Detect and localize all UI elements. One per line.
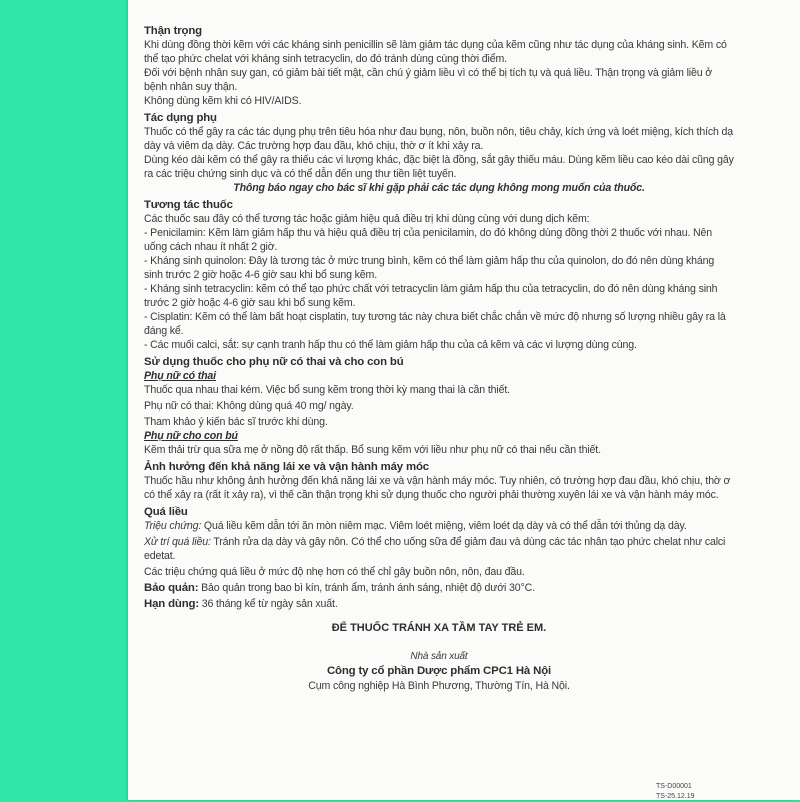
interaction-item: - Kháng sinh tetracyclin: kẽm có thể tạo phức chất với tetracyclin làm giảm hấp thu của tetracyclin, do đó nên dùng kháng sinh trước 2 giờ hoặc 4-6 giờ sau khi bổ sung kẽm.	[144, 283, 718, 309]
side-effects-notice: Thông báo ngay cho bác sĩ khi gặp phải các tác dụng không mong muốn của thuốc.	[233, 182, 645, 194]
interaction-item: - Penicilamin: Kẽm làm giảm hấp thu và hiệu quả điều trị của penicilamin, do đó không dùng đồng thời 2 thuốc với nhau. Nên uống cách nhau ít nhất 2 giờ.	[144, 227, 713, 253]
storage-line	[144, 581, 734, 595]
pregnancy-heading: Sử dụng thuốc cho phụ nữ có thai và cho con bú	[144, 356, 404, 368]
pregnant-subheading: Phụ nữ có thai	[144, 370, 216, 382]
expiry-text: 36 tháng kể từ ngày sản xuất.	[198, 598, 338, 610]
interactions-heading: Tương tác thuốc	[144, 199, 233, 211]
driving-heading: Ảnh hưởng đến khả năng lái xe và vận hành máy móc	[144, 461, 429, 473]
document-code	[656, 782, 695, 802]
overdose-heading: Quá liều	[144, 506, 188, 518]
interaction-item: - Kháng sinh quinolon: Đây là tương tác ở mức trung bình, kẽm có thể làm giảm hấp thu của quinolon, do đó nên dùng kháng sinh trước 2 giờ hoặc 4-6 giờ sau khi bổ sung kẽm.	[144, 255, 715, 281]
overdose-symptoms-label: Triệu chứng:	[144, 520, 202, 532]
expiry-line	[144, 597, 734, 611]
pregnant-paragraph: Phụ nữ có thai: Không dùng quá 40 mg/ ngày.	[144, 400, 354, 412]
pregnant-paragraph: Thuốc qua nhau thai kém. Việc bổ sung kẽm trong thời kỳ mang thai là cần thiết.	[144, 384, 510, 396]
leaflet-page	[128, 0, 800, 800]
child-warning: ĐỂ THUỐC TRÁNH XA TẦM TAY TRẺ EM.	[331, 622, 547, 634]
side-effects-paragraph: Dùng kéo dài kẽm có thể gây ra thiếu các vi lượng khác, đặc biệt là đồng, sắt gây thiếu máu. Dùng kẽm liều cao kéo dài cũng gây ra các triệu chứng sinh dục và có thể dẫn đến ung thư tiền liệt tuyến.	[144, 154, 734, 180]
driving-paragraph: Thuốc hầu như không ảnh hưởng đến khả năng lái xe và vận hành máy móc. Tuy nhiên, có trường hợp đau đầu, khó chịu, thờ ơ có thể xảy ra (rất ít xảy ra), vì thế cần thận trọng khi sử dụng thuốc cho người phải thường xuyên lái xe và vận hành máy móc.	[144, 475, 731, 501]
manufacturer-address: Cụm công nghiệp Hà Bình Phương, Thường Tín, Hà Nội.	[308, 680, 570, 692]
storage-label: Bảo quản:	[144, 582, 199, 594]
overdose-extra: Các triệu chứng quá liều ở mức độ nhẹ hơn có thể chỉ gây buồn nôn, nôn, đau đầu.	[144, 566, 525, 578]
interaction-item: - Cisplatin: Kẽm có thể làm bất hoạt cisplatin, tuy tương tác này chưa biết chắc chắn về mức độ nhưng số lượng nhiều gây ra là đáng kể.	[144, 311, 726, 337]
nursing-paragraph: Kẽm thải trừ qua sữa mẹ ở nồng độ rất thấp. Bổ sung kẽm với liều như phụ nữ có thai nếu cần thiết.	[144, 444, 601, 456]
manufacturer-name: Công ty cổ phần Dược phẩm CPC1 Hà Nội	[326, 665, 552, 677]
expiry-label: Hạn dùng:	[144, 598, 199, 610]
caution-paragraph: Khi dùng đồng thời kẽm với các kháng sinh penicillin sẽ làm giảm tác dụng của kẽm cũng như tác dụng của kháng sinh. Kẽm có thể tạo phức chelat với kháng sinh tetracyclin, do đó tránh dùng cùng thời điểm.	[144, 39, 727, 65]
interactions-intro: Các thuốc sau đây có thể tương tác hoặc giảm hiệu quả điều trị khi dùng cùng với dung dịch kẽm:	[144, 213, 590, 225]
storage-text: Bảo quản trong bao bì kín, tránh ẩm, tránh ánh sáng, nhiệt độ dưới 30°C.	[198, 582, 535, 594]
overdose-treatment-text: Tránh rửa dạ dày và gây nôn. Có thể cho uống sữa để giảm đau và dùng các tác nhân tạo phức chelat như calci edetat.	[144, 536, 726, 562]
nursing-subheading: Phụ nữ cho con bú	[144, 430, 238, 442]
side-effects-paragraph: Thuốc có thể gây ra các tác dụng phụ trên tiêu hóa như đau bụng, nôn, buồn nôn, tiêu chảy, kích ứng và loét miệng, kích thích dạ dày và viêm dạ dày. Các trường hợp đau đầu, khó chịu, thờ ơ ít khi xảy ra.	[144, 126, 734, 152]
side-effects-heading: Tác dụng phụ	[144, 112, 217, 124]
leaflet-content	[144, 24, 734, 694]
manufacturer-block	[144, 649, 734, 694]
overdose-treatment-label: Xử trí quá liều:	[144, 536, 211, 548]
manufacturer-label: Nhà sản xuất	[410, 651, 468, 662]
caution-paragraph: Không dùng kẽm khi có HIV/AIDS.	[144, 95, 302, 107]
overdose-symptoms-text: Quá liều kẽm dẫn tới ăn mòn niêm mạc. Viêm loét miệng, viêm loét dạ dày và có thể dẫn tới thủng dạ dày.	[201, 520, 687, 532]
document-code-line: TS-D00001	[656, 783, 692, 790]
overdose-treatment	[144, 535, 734, 563]
caution-paragraph: Đối với bệnh nhân suy gan, có giảm bài tiết mật, cần chú ý giảm liều vì có thể bị tích tụ và quá liều. Thận trọng và giảm liều ở bệnh nhân suy thận.	[144, 67, 713, 93]
pregnant-paragraph: Tham khảo ý kiến bác sĩ trước khi dùng.	[144, 416, 328, 428]
document-code-line: TS-25.12.19	[656, 793, 695, 800]
interaction-item: - Các muối calci, sắt: sự cạnh tranh hấp thu có thể làm giảm hấp thu của cả kẽm và các vi lượng dùng cùng.	[144, 339, 637, 351]
overdose-symptoms	[144, 519, 734, 533]
caution-heading: Thận trọng	[144, 25, 202, 37]
